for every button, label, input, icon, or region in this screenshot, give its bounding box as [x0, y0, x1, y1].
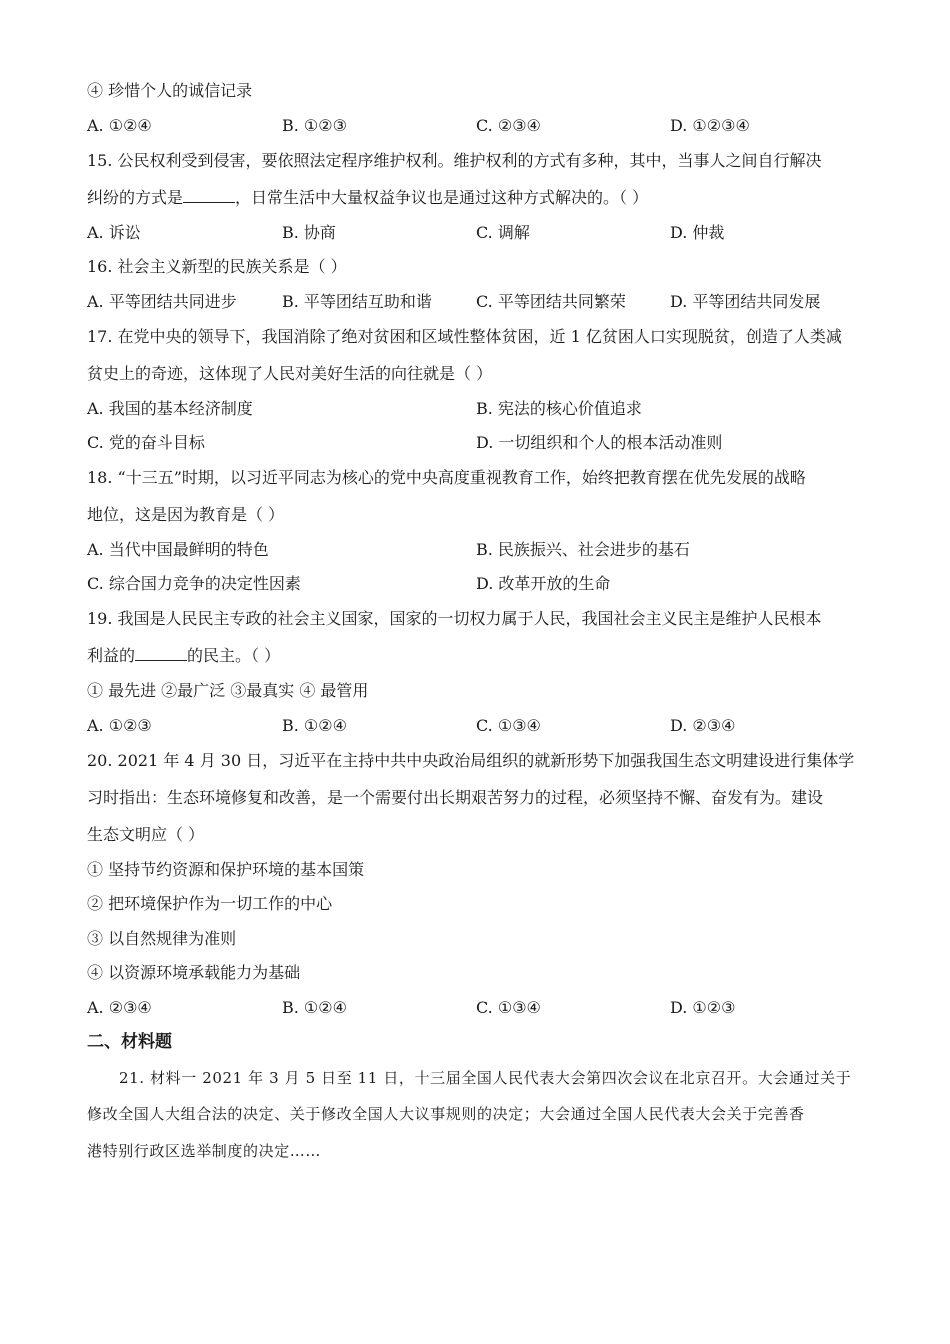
- answer-blank: [135, 646, 187, 661]
- q17-option-a: A. 我国的基本经济制度: [87, 399, 253, 418]
- q15-stem-pre: 纠纷的方式是: [87, 188, 184, 207]
- q19-stem-line-1: 19. 我国是人民民主专政的社会主义国家，国家的一切权力属于人民，我国社会主义民主是维护人民根本: [87, 609, 822, 628]
- q15-option-a: A. 诉讼: [87, 223, 141, 242]
- q14-option-a: A. ①②④: [87, 116, 152, 135]
- q20-option-c: C. ①③④: [476, 998, 541, 1017]
- q16-option-c: C. 平等团结共同繁荣: [476, 292, 626, 311]
- q18-option-a: A. 当代中国最鲜明的特色: [87, 540, 269, 559]
- q18-option-c: C. 综合国力竞争的决定性因素: [87, 574, 301, 593]
- q15-stem-line-2: [87, 188, 648, 208]
- q19-option-a: A. ①②③: [87, 716, 152, 735]
- q20-option-b: B. ①②④: [282, 998, 347, 1017]
- q18-option-d: D. 改革开放的生命: [476, 574, 611, 593]
- q17-option-b: B. 宪法的核心价值追求: [476, 399, 642, 418]
- q19-option-d: D. ②③④: [670, 716, 736, 735]
- q18-option-b: B. 民族振兴、社会进步的基石: [476, 540, 690, 559]
- q21-material-line-2: 修改全国人大组合法的决定、关于修改全国人大议事规则的决定；大会通过全国人民代表大会关于完善香: [87, 1105, 805, 1123]
- q15-option-d: D. 仲裁: [670, 223, 725, 242]
- q20-stem-line-3: 生态文明应（ ）: [87, 825, 205, 844]
- q20-item-1: ① 坚持节约资源和保护环境的基本国策: [87, 860, 365, 879]
- q20-item-4: ④ 以资源环境承载能力为基础: [87, 963, 301, 982]
- section-title: 二、材料题: [87, 1032, 172, 1052]
- q15-option-b: B. 协商: [282, 223, 336, 242]
- q17-option-d: D. 一切组织和个人的根本活动准则: [476, 433, 723, 452]
- q15-stem-post: ，日常生活中大量权益争议也是通过这种方式解决的。（ ）: [235, 188, 649, 207]
- q20-option-d: D. ①②③: [670, 998, 736, 1017]
- q19-stem-pre: 利益的: [87, 646, 136, 665]
- q17-stem-line-2: 贫史上的奇迹，这体现了人民对美好生活的向往就是（ ）: [87, 364, 493, 383]
- q14-option-d: D. ①②③④: [670, 116, 750, 135]
- q19-option-c: C. ①③④: [476, 716, 541, 735]
- q20-stem-line-2: 习时指出：生态环境修复和改善，是一个需要付出长期艰苦努力的过程，必须坚持不懈、奋发有为。建设: [87, 788, 824, 807]
- q16-option-b: B. 平等团结互助和谐: [282, 292, 432, 311]
- q15-option-c: C. 调解: [476, 223, 530, 242]
- q15-stem-line-1: 15. 公民权利受到侵害，要依照法定程序维护权利。维护权利的方式有多种，其中，当事人之间自行解决: [87, 151, 822, 170]
- q19-stem-line-2: [87, 646, 280, 666]
- q14-option-c: C. ②③④: [476, 116, 541, 135]
- q14-option-b: B. ①②③: [282, 116, 347, 135]
- q19-items: ① 最先进 ②最广泛 ③最真实 ④ 最管用: [87, 681, 369, 700]
- q18-stem-line-1: 18. “十三五”时期，以习近平同志为核心的党中央高度重视教育工作，始终把教育摆在优先发展的战略: [87, 468, 806, 487]
- q21-material-line-1: 21. 材料一 2021 年 3 月 5 日至 11 日，十三届全国人民代表大会第四次会议在北京召开。大会通过关于: [119, 1069, 852, 1087]
- q19-option-b: B. ①②④: [282, 716, 347, 735]
- q20-option-a: A. ②③④: [87, 998, 152, 1017]
- q16-stem: 16. 社会主义新型的民族关系是（ ）: [87, 257, 347, 276]
- q17-stem-line-1: 17. 在党中央的领导下，我国消除了绝对贫困和区域性整体贫困，近 1 亿贫困人口实现脱贫，创造了人类减: [87, 327, 842, 346]
- q19-stem-post: 的民主。（ ）: [187, 646, 281, 665]
- q20-item-3: ③ 以自然规律为准则: [87, 929, 237, 948]
- q21-material-line-3: 港特别行政区选举制度的决定……: [87, 1142, 322, 1160]
- answer-blank: [183, 188, 235, 203]
- q17-option-c: C. 党的奋斗目标: [87, 433, 205, 452]
- q14-item-4: ④ 珍惜个人的诚信记录: [87, 81, 253, 100]
- q20-stem-line-1: 20. 2021 年 4 月 30 日，习近平在主持中共中央政治局组织的就新形势下加强我国生态文明建设进行集体学: [87, 751, 855, 770]
- q20-item-2: ② 把环境保护作为一切工作的中心: [87, 894, 333, 913]
- q16-option-d: D. 平等团结共同发展: [670, 292, 821, 311]
- q18-stem-line-2: 地位，这是因为教育是（ ）: [87, 505, 285, 524]
- q16-option-a: A. 平等团结共同进步: [87, 292, 237, 311]
